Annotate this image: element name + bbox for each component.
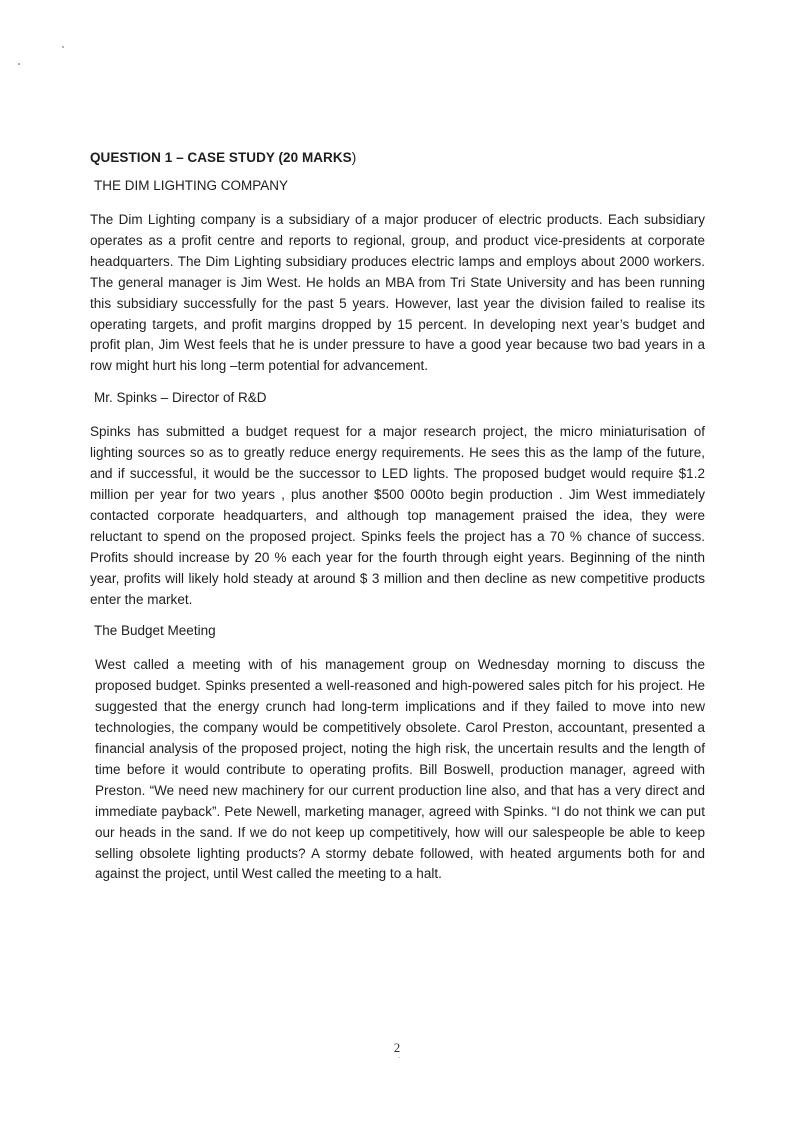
company-title: THE DIM LIGHTING COMPANY [94, 178, 289, 193]
budget-meeting-heading: The Budget Meeting [94, 623, 216, 639]
spinks-paragraph: Spinks has submitted a budget request for a major research project, the micro miniaturisation of lighting sources so as to greatly reduce energy requirements. He sees this as the lamp of the future, and if successful, it would be the successor to LED lights. The proposed budget would require $1.2 million per year for two years , plus another $500 000to begin production . Jim West immediately contacted corporate headquarters, and although top management praised the idea, they were reluctant to spend on the proposed project. Spinks feels the project has a 70 % chance of success. Profits should increase by 20 % each year for the fourth through eight years. Beginning of the ninth year, profits will likely hold steady at around $ 3 million and then decline as new competitive products enter the market. [90, 424, 705, 607]
page-number: 2 [393, 1040, 401, 1055]
document-body [90, 148, 705, 896]
budget-meeting-paragraph: West called a meeting with of his management group on Wednesday morning to discuss the proposed budget. Spinks presented a well-reasoned and high-powered sales pitch for his project. He suggested that the energy crunch had long-term implications and if they failed to move into new technologies, the company would be competitively obsolete. Carol Preston, accountant, presented a financial analysis of the proposed project, noting the high risk, the uncertain results and the length of time before it would contribute to operating profits. Bill Boswell, production manager, agreed with Preston. “We need new machinery for our current production line also, and that has a very direct and immediate payback”. Pete Newell, marketing manager, agreed with Spinks. “I do not think we can put our heads in the sand. If we do not keep up competitively, how will our salespeople be able to keep selling obsolete lighting products? A stormy debate followed, with heated arguments both for and against the project, until West called the meeting to a halt. [95, 657, 705, 882]
spinks-heading: Mr. Spinks – Director of R&D [94, 390, 267, 406]
scan-speck [398, 1057, 400, 1058]
question-heading: QUESTION 1 – CASE STUDY (20 MARKS) [90, 150, 357, 165]
scan-speck [18, 63, 20, 65]
intro-paragraph: The Dim Lighting company is a subsidiary of a major producer of electric products. Each subsidiary operates as a profit centre and reports to regional, group, and product vice-presidents at corporate headquarters. The Dim Lighting subsidiary produces electric lamps and employs about 2000 workers. The general manager is Jim West. He holds an MBA from Tri State University and has been running this subsidiary successfully for the past 5 years. However, last year the division failed to realise its operating targets, and profit margins dropped by 15 percent. In developing next year’s budget and profit plan, Jim West feels that he is under pressure to have a good year because two bad years in a row might hurt his long –term potential for advancement. [90, 212, 705, 374]
scan-speck [62, 46, 64, 48]
